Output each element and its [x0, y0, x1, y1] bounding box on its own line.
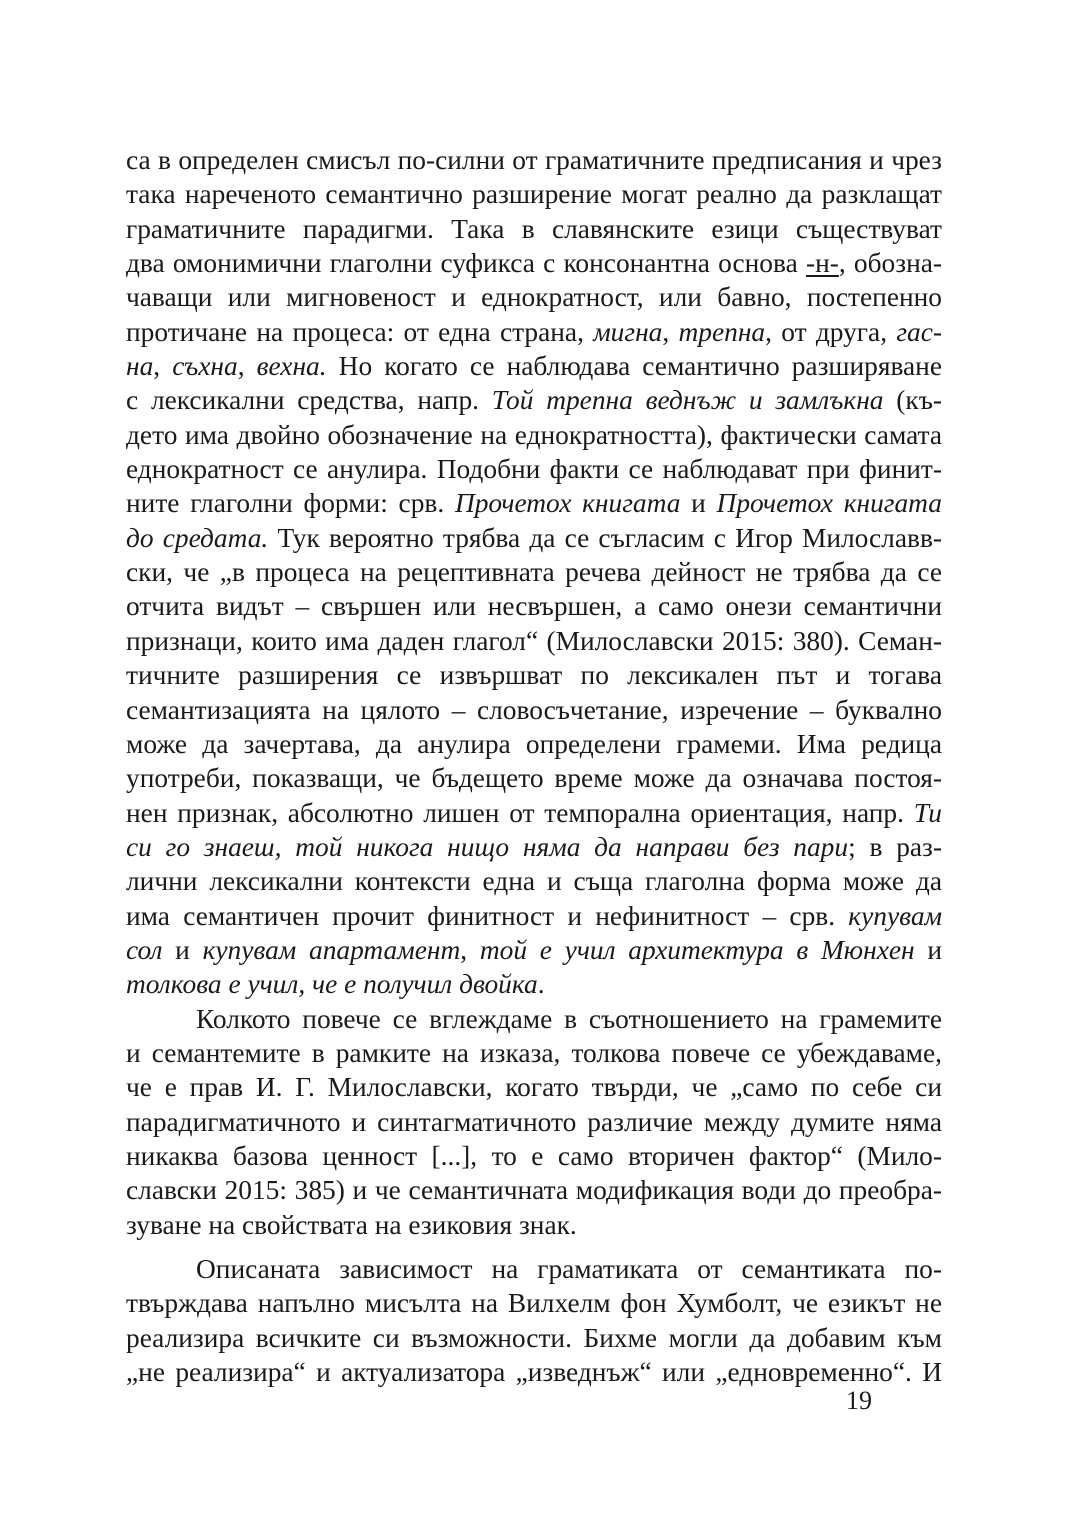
suffix-underlined: -н-	[805, 248, 839, 279]
text-line: Колкото повече се вглеждаме в съотношението на грамемите	[196, 1003, 942, 1034]
text-line: „не реализира“ и актуализатора „изведнъж“ или „едновременно“. И	[126, 1357, 942, 1388]
text-line: така нареченото семантично разширение могат реално да разклащат	[126, 179, 942, 210]
text-line: че е прав И. Г. Милославски, когато твърди, че „само по себе си	[126, 1072, 942, 1103]
text-line: дето има двойно обозначение на еднократността), фактически самата	[126, 419, 942, 450]
text-line: употреби, показващи, че бъдещето време може да означава постоя-	[126, 763, 942, 794]
text-line: еднократност се анулира. Подобни факти се наблюдават при финит-	[126, 454, 942, 485]
text-line: граматичните парадигми. Така в славянските езици съществуват	[126, 213, 942, 244]
text-line: твърждава напълно мисълта на Вилхелм фон Хумболт, че езикът не	[126, 1288, 942, 1319]
text-line: признаци, които има даден глагол“ (Милославски 2015: 380). Семан-	[126, 625, 942, 656]
text-line: има семантичен прочит финитност и нефинитност – срв. купувам	[126, 900, 942, 931]
text-line: парадигматичното и синтагматичното различие между думите няма	[126, 1106, 942, 1137]
page-number: 19	[846, 1386, 872, 1415]
text-line: са в определен смисъл по-силни от граматичните предписания и чрез	[126, 145, 942, 175]
text-line: чаващи или мигновеност и еднократност, или бавно, постепенно	[126, 282, 942, 313]
text-line: ните глаголни форми: срв. Прочетох книгата и Прочетох книгата	[126, 488, 942, 519]
text-line: си го знаеш, той никога нищо няма да направи без пари; в раз-	[126, 831, 942, 862]
text-line: толкова е учил, че е получил двойка.	[126, 969, 545, 1000]
text-line: на, съхна, вехна. Но когато се наблюдава семантично разширяване	[126, 351, 942, 382]
text-line: ски, че „в процеса на рецептивната речева дейност не трябва да се	[126, 557, 942, 588]
text-line: отчита видът – свършен или несвършен, а само онези семантични	[126, 591, 942, 622]
text-line: зуване на свойствата на езиковия знак.	[126, 1209, 577, 1240]
text-line: лични лексикални контексти една и съща глаголна форма може да	[126, 866, 942, 897]
text-line: Описаната зависимост на граматиката от семантиката по-	[196, 1254, 942, 1284]
text-line: с лексикални средства, напр. Той трепна веднъж и замлъкна (къ-	[126, 385, 942, 416]
text-line: може да зачертава, да анулира определени грамеми. Има редица	[126, 728, 942, 759]
text-line: и семантемите в рамките на изказа, толкова повече се убеждаваме,	[126, 1037, 942, 1068]
text-line: сол и купувам апартамент, той е учил архитектура в Мюнхен и	[126, 934, 943, 965]
text-line: никаква базова ценност [...], то е само вторичен фактор“ (Мило-	[126, 1140, 942, 1171]
text-line: семантизацията на цялото – словосъчетание, изречение – буквално	[126, 694, 942, 725]
text-line: славски 2015: 385) и че семантичната модификация води до преобра-	[126, 1175, 942, 1206]
body-text	[126, 143, 942, 1389]
text-line: два омонимични глаголни суфикса с консонантна основа -н-, обозна-	[126, 248, 943, 279]
text-line: протичане на процеса: от една страна, мигна, трепна, от друга, гас-	[126, 316, 942, 347]
text-line: нен признак, абсолютно лишен от темпорална ориентация, напр. Ти	[126, 797, 942, 828]
text-line: тичните разширения се извършват по лексикален път и тогава	[126, 660, 942, 691]
text-line: реализира всичките си възможности. Бихме могли да добавим към	[126, 1322, 942, 1353]
text-line: до средата. Тук вероятно трябва да се съгласим с Игор Милославв-	[126, 522, 942, 553]
